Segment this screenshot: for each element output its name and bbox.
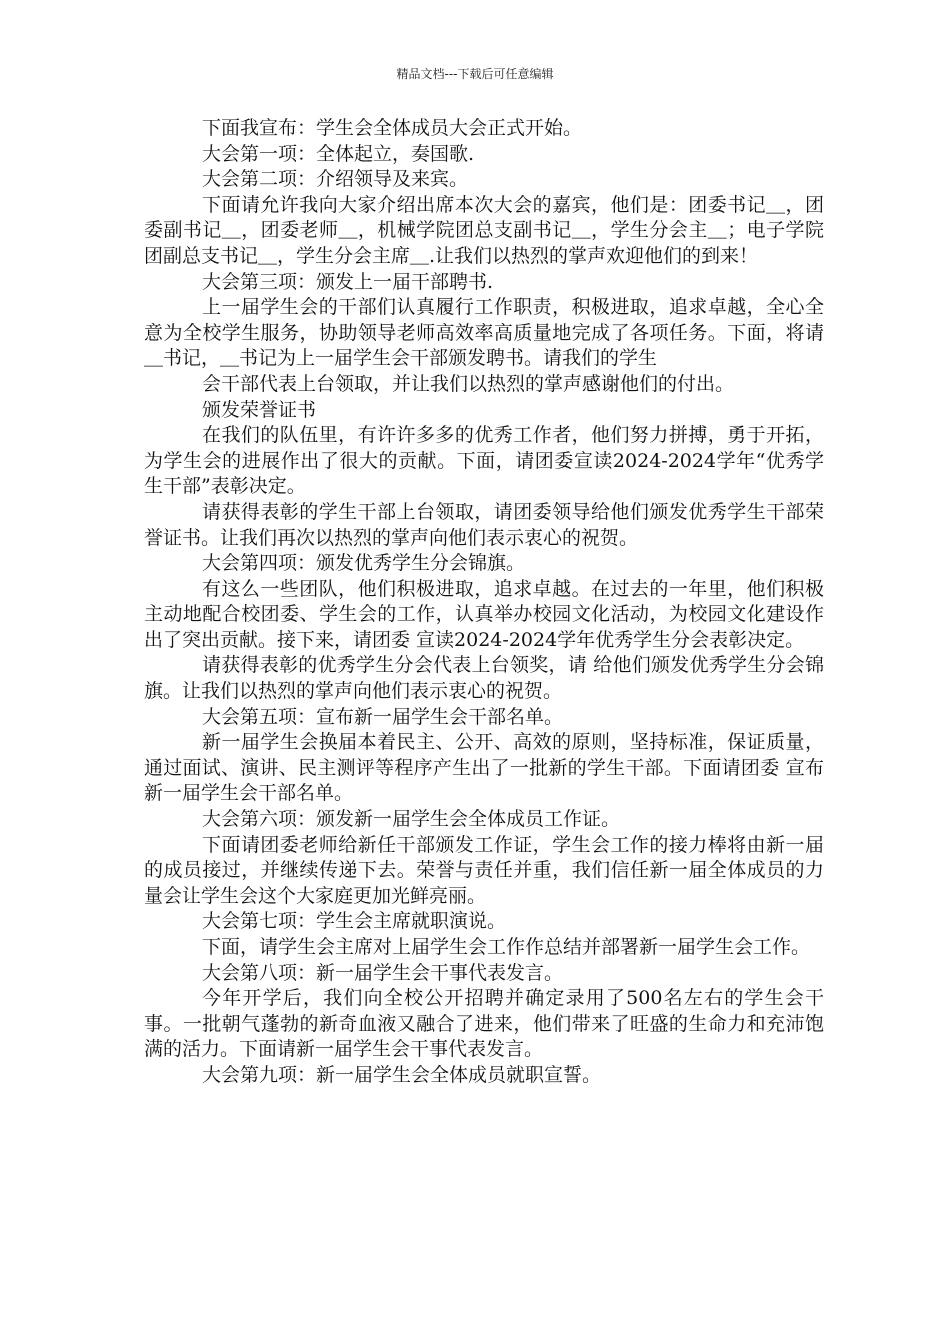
paragraph: 下面请团委老师给新任干部颁发工作证，学生会工作的接力棒将由新一届的成员接过，并继续传递下去。荣誉与责任并重，我们信任新一届全体成员的力量会让学生会这个大家庭更加光鲜亮丽。 <box>144 833 824 907</box>
paragraph: 下面请允许我向大家介绍出席本次大会的嘉宾，他们是：团委书记＿，团委副书记＿，团委老师＿，机械学院团总支副书记＿，学生分会主＿；电子学院团副总支书记＿，学生分会主席＿.让我们以热烈的掌声欢迎他们的到来！ <box>144 193 824 267</box>
paragraph: 请获得表彰的学生干部上台领取，请团委领导给他们颁发优秀学生干部荣誉证书。让我们再次以热烈的掌声向他们表示衷心的祝贺。 <box>144 500 824 549</box>
paragraph: 下面，请学生会主席对上届学生会工作作总结并部署新一届学生会工作。 <box>202 936 811 958</box>
paragraph: 大会第一项：全体起立，奏国歌. <box>202 142 475 165</box>
document-body <box>144 116 824 1089</box>
paragraph: 今年开学后，我们向全校公开招聘并确定录用了500名左右的学生会干事。一批朝气蓬勃的新奇血液又融合了进来，他们带来了旺盛的生命力和充沛饱满的活力。下面请新一届学生会干事代表发言。 <box>144 987 824 1061</box>
paragraph: 新一届学生会换届本着民主、公开、高效的原则，坚持标准，保证质量，通过面试、演讲、民主测评等程序产生出了一批新的学生干部。下面请团委 宣布新一届学生会干部名单。 <box>144 731 824 805</box>
paragraph: 大会第二项：介绍领导及来宾。 <box>202 168 469 191</box>
paragraph: 有这么一些团队，他们积极进取，追求卓越。在过去的一年里，他们积极主动地配合校团委、学生会的工作，认真举办校园文化活动，为校园文化建设作出了突出贡献。接下来，请团委 宣读2024-2024学年优秀学生分会表彰决定。 <box>144 577 824 651</box>
paragraph: 下面我宣布：学生会全体成员大会正式开始。 <box>202 117 583 139</box>
paragraph: 会干部代表上台领取，并让我们以热烈的掌声感谢他们的付出。 <box>202 372 735 395</box>
paragraph: 大会第八项：新一届学生会干事代表发言。 <box>202 961 564 984</box>
paragraph: 大会第三项：颁发上一届干部聘书. <box>202 270 494 293</box>
paragraph: 大会第六项：颁发新一届学生会全体成员工作证。 <box>202 808 621 831</box>
paragraph: 大会第五项：宣布新一届学生会干部名单。 <box>202 705 564 728</box>
paragraph: 大会第四项：颁发优秀学生分会锦旗。 <box>202 552 526 575</box>
paragraph: 在我们的队伍里，有许许多多的优秀工作者，他们努力拼搏，勇于开拓，为学生会的进展作出了很大的贡献。下面，请团委宣读2024-2024学年“优秀学生干部”表彰决定。 <box>144 424 824 498</box>
paragraph: 上一届学生会的干部们认真履行工作职责，积极进取，追求卓越，全心全意为全校学生服务，协助领导老师高效率高质量地完成了各项任务。下面，将请＿书记，＿书记为上一届学生会干部颁发聘书。请我们的学生 <box>144 296 824 370</box>
paragraph: 大会第七项：学生会主席就职演说。 <box>202 910 507 933</box>
paragraph: 请获得表彰的优秀学生分会代表上台领奖，请 给他们颁发优秀学生分会锦旗。让我们以热烈的掌声向他们表示衷心的祝贺。 <box>144 654 824 703</box>
paragraph: 颁发荣誉证书 <box>202 398 317 421</box>
paragraph: 大会第九项：新一届学生会全体成员就职宣誓。 <box>202 1063 602 1086</box>
page-header: 精品文档---下载后可任意编辑 <box>396 67 554 81</box>
